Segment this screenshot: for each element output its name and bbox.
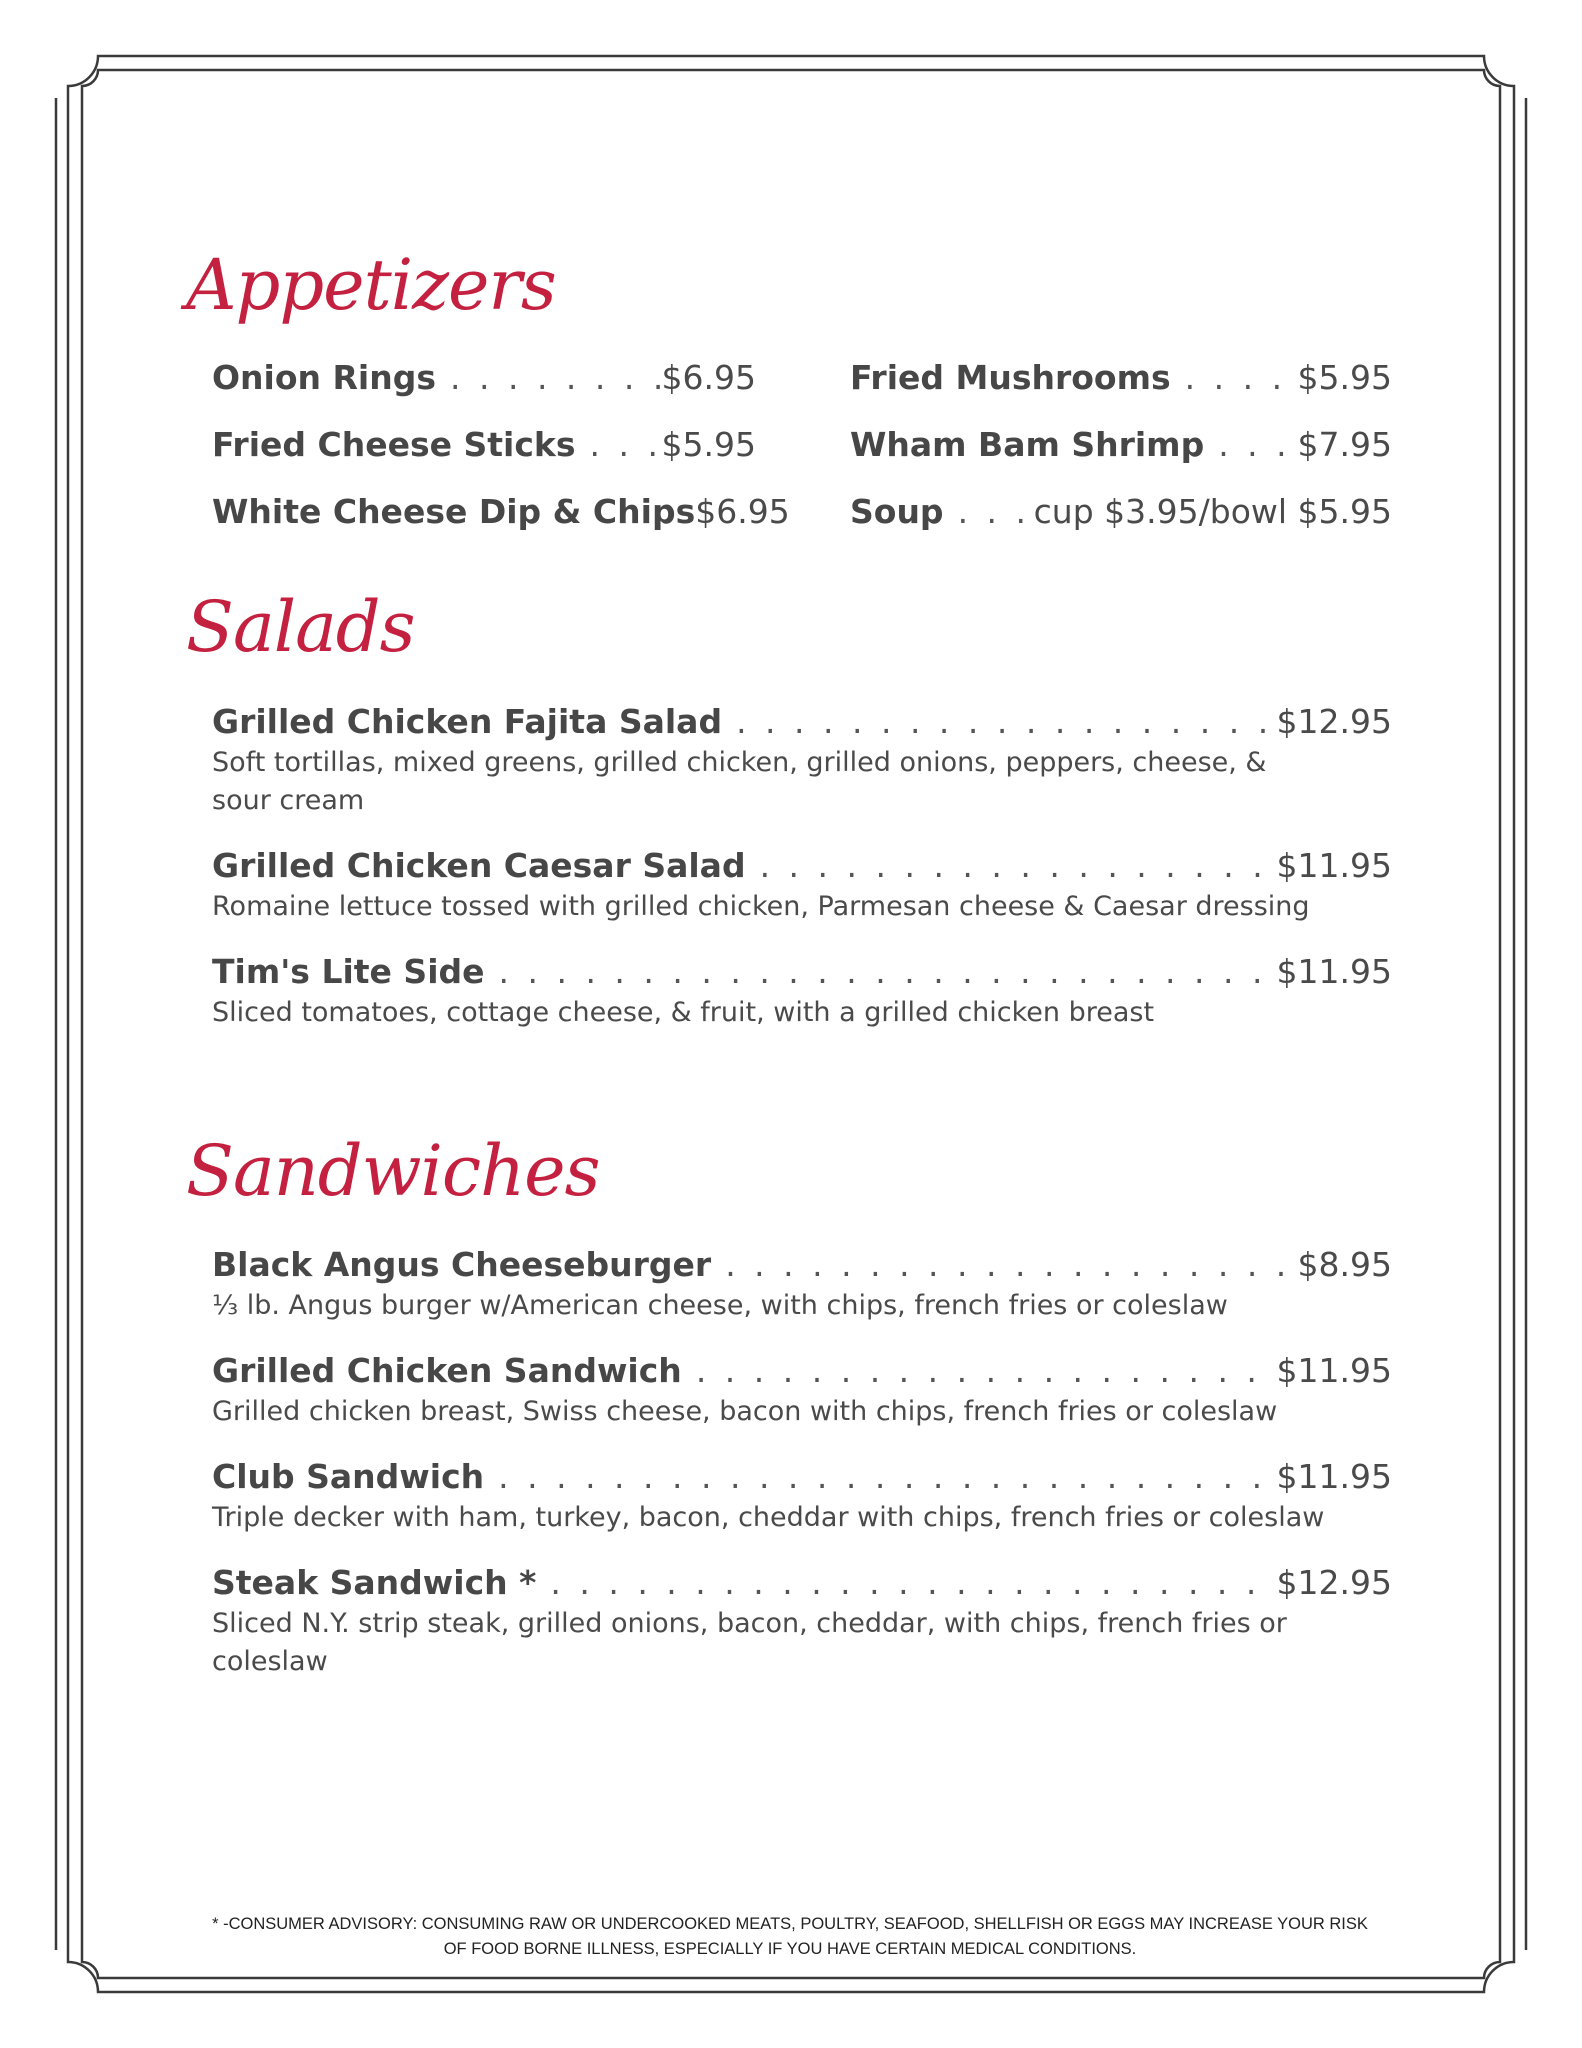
- menu-item-club-sandwich: [212, 1457, 1392, 1497]
- item-name: Tim's Lite Side: [212, 952, 485, 991]
- item-name: Soup: [850, 492, 944, 531]
- leader-dots: [682, 1351, 1277, 1391]
- menu-item-grilled-chicken-sandwich: [212, 1351, 1392, 1391]
- item-price: $12.95: [1276, 702, 1392, 741]
- menu-item-fried-mushrooms: [850, 358, 1392, 398]
- menu-item-steak-sandwich: [212, 1563, 1392, 1603]
- item-description: Soft tortillas, mixed greens, grilled chicken, grilled onions, peppers, cheese, & sour cream: [212, 747, 1267, 816]
- item-name: Club Sandwich: [212, 1457, 485, 1496]
- leader-dots: [711, 1245, 1297, 1285]
- item-price: $6.95: [661, 358, 756, 397]
- menu-item-fried-cheese-sticks: [212, 425, 756, 465]
- leader-dots: [1204, 425, 1297, 465]
- section-title-appetizers: Appetizers: [186, 244, 556, 326]
- menu-item-wham-bam-shrimp: [850, 425, 1392, 465]
- leader-dots: [944, 492, 1034, 532]
- leader-dots: [436, 358, 662, 398]
- item-price: $5.95: [661, 425, 756, 464]
- item-name: Fried Cheese Sticks: [212, 425, 576, 464]
- item-description: ⅓ lb. Angus burger w/American cheese, with chips, french fries or coleslaw: [212, 1290, 1228, 1321]
- item-price: $11.95: [1276, 952, 1392, 991]
- item-name: Grilled Chicken Fajita Salad: [212, 702, 723, 741]
- item-price: $12.95: [1276, 1563, 1392, 1602]
- menu-item-white-cheese-dip: [212, 492, 790, 532]
- item-description: Romaine lettuce tossed with grilled chicken, Parmesan cheese & Caesar dressing: [212, 891, 1310, 922]
- menu-item-fajita-salad: [212, 702, 1392, 742]
- item-price: $11.95: [1276, 1351, 1392, 1390]
- item-name: Steak Sandwich *: [212, 1563, 537, 1602]
- item-price: $5.95: [1297, 358, 1392, 397]
- menu-item-caesar-salad: [212, 846, 1392, 886]
- item-name: Grilled Chicken Sandwich: [212, 1351, 682, 1390]
- item-name: White Cheese Dip & Chips: [212, 492, 696, 531]
- item-description: Sliced N.Y. strip steak, grilled onions, bacon, cheddar, with chips, french fries or coleslaw: [212, 1608, 1287, 1677]
- menu-item-soup: [850, 492, 1392, 532]
- item-name: Wham Bam Shrimp: [850, 425, 1205, 464]
- consumer-advisory-note: * -CONSUMER ADVISORY: CONSUMING RAW OR UNDERCOOKED MEATS, POULTRY, SEAFOOD, SHELLFISH OR EGGS MAY INCREASE YOUR RISK OF FOOD BORNE ILLNESS, ESPECIALLY IF YOU HAVE CERTAIN MEDICAL CONDITIONS.: [212, 1915, 1368, 1958]
- leader-dots: [485, 952, 1277, 992]
- item-price: $7.95: [1297, 425, 1392, 464]
- item-description: Sliced tomatoes, cottage cheese, & fruit, with a grilled chicken breast: [212, 997, 1155, 1028]
- leader-dots: [746, 846, 1277, 886]
- leader-dots: [536, 1563, 1276, 1603]
- menu-item-tims-lite-side: [212, 952, 1392, 992]
- item-price: cup $3.95/bowl $5.95: [1033, 492, 1392, 531]
- item-description: Triple decker with ham, turkey, bacon, cheddar with chips, french fries or coleslaw: [212, 1502, 1325, 1533]
- menu-item-cheeseburger: [212, 1245, 1392, 1285]
- leader-dots: [576, 425, 662, 465]
- leader-dots: [722, 702, 1276, 742]
- item-price: $11.95: [1276, 846, 1392, 885]
- leader-dots: [1171, 358, 1298, 398]
- menu-item-onion-rings: [212, 358, 756, 398]
- item-name: Black Angus Cheeseburger: [212, 1245, 712, 1284]
- section-title-salads: Salads: [186, 586, 415, 668]
- item-price: $8.95: [1297, 1245, 1392, 1284]
- leader-dots: [484, 1457, 1276, 1497]
- section-title-sandwiches: Sandwiches: [186, 1130, 600, 1212]
- item-description: Grilled chicken breast, Swiss cheese, bacon with chips, french fries or coleslaw: [212, 1396, 1278, 1427]
- item-name: Fried Mushrooms: [850, 358, 1171, 397]
- item-name: Grilled Chicken Caesar Salad: [212, 846, 746, 885]
- item-price: $11.95: [1276, 1457, 1392, 1496]
- item-name: Onion Rings: [212, 358, 436, 397]
- item-price: $6.95: [695, 492, 790, 531]
